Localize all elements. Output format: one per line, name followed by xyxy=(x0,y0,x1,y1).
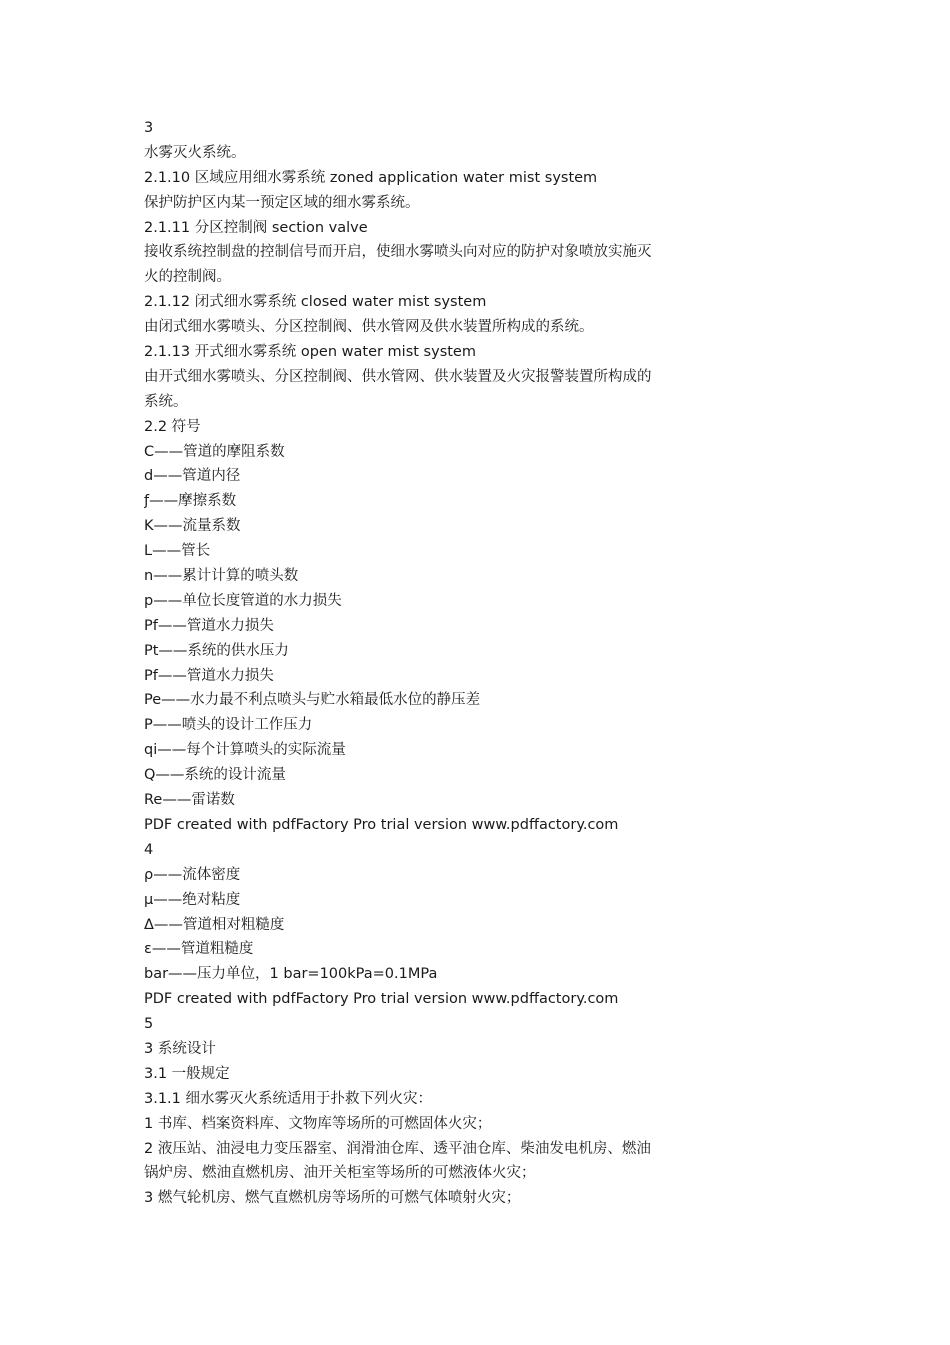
text-line: 接收系统控制盘的控制信号而开启，使细水雾喷头向对应的防护对象喷放实施灭 xyxy=(144,244,652,261)
text-line: 2.1.13 开式细水雾系统 open water mist system xyxy=(144,344,476,361)
text-line: 水雾灭火系统。 xyxy=(144,144,246,161)
text-line: d——管道内径 xyxy=(144,468,241,485)
text-line: ƒ——摩擦系数 xyxy=(144,493,237,510)
text-line: 1 书库、档案资料库、文物库等场所的可燃固体火灾； xyxy=(144,1115,492,1132)
text-line: 2 液压站、油浸电力变压器室、润滑油仓库、透平油仓库、柴油发电机房、燃油 xyxy=(144,1140,651,1157)
text-line: 3.1.1 细水雾灭火系统适用于扑救下列火灾： xyxy=(144,1090,433,1107)
text-line: 5 xyxy=(144,1016,154,1033)
text-line: Re——雷诺数 xyxy=(144,792,235,809)
text-line: Pt——系统的供水压力 xyxy=(144,642,289,659)
text-line: Pf——管道水力损失 xyxy=(144,667,274,684)
text-line: C——管道的摩阻系数 xyxy=(144,443,285,460)
text-line: PDF created with pdfFactory Pro trial version www.pdffactory.com xyxy=(144,816,619,833)
text-line: bar——压力单位，1 bar=100kPa=0.1MPa xyxy=(144,966,438,983)
text-line: 由开式细水雾喷头、分区控制阀、供水管网、供水装置及火灾报警装置所构成的 xyxy=(144,368,652,385)
text-line: 2.1.12 闭式细水雾系统 closed water mist system xyxy=(144,294,487,311)
text-line: 3.1 一般规定 xyxy=(144,1065,230,1082)
text-line: L——管长 xyxy=(144,543,211,560)
document-page xyxy=(144,116,744,1211)
text-line: 4 xyxy=(144,841,154,858)
text-line: Pf——管道水力损失 xyxy=(144,617,274,634)
text-line: P——喷头的设计工作压力 xyxy=(144,717,313,734)
text-line: 保护防护区内某一预定区域的细水雾系统。 xyxy=(144,194,420,211)
text-line: 锅炉房、燃油直燃机房、油开关柜室等场所的可燃液体火灾； xyxy=(144,1165,536,1182)
text-line: 3 xyxy=(144,120,154,136)
text-line: qi——每个计算喷头的实际流量 xyxy=(144,742,346,759)
text-line: p——单位长度管道的水力损失 xyxy=(144,592,342,609)
text-line: 2.1.11 分区控制阀 section valve xyxy=(144,219,368,236)
text-line: 3 燃气轮机房、燃气直燃机房等场所的可燃气体喷射火灾； xyxy=(144,1190,521,1207)
text-line: 2.2 符号 xyxy=(144,418,201,435)
text-line: 火的控制阀。 xyxy=(144,269,231,286)
text-line: PDF created with pdfFactory Pro trial version www.pdffactory.com xyxy=(144,991,619,1008)
text-line: ε——管道粗糙度 xyxy=(144,941,254,958)
text-line: 由闭式细水雾喷头、分区控制阀、供水管网及供水装置所构成的系统。 xyxy=(144,319,594,336)
text-line: ρ——流体密度 xyxy=(144,866,241,883)
text-line: K——流量系数 xyxy=(144,518,241,535)
text-line: 3 系统设计 xyxy=(144,1040,216,1057)
text-line: 系统。 xyxy=(144,393,188,410)
text-line: n——累计计算的喷头数 xyxy=(144,568,299,585)
text-line: 2.1.10 区域应用细水雾系统 zoned application water mist system xyxy=(144,169,598,186)
text-line: μ——绝对粘度 xyxy=(144,891,241,908)
text-line: Δ——管道相对粗糙度 xyxy=(144,916,285,933)
text-line: Q——系统的设计流量 xyxy=(144,767,286,784)
text-line: Pe——水力最不利点喷头与贮水箱最低水位的静压差 xyxy=(144,692,481,709)
